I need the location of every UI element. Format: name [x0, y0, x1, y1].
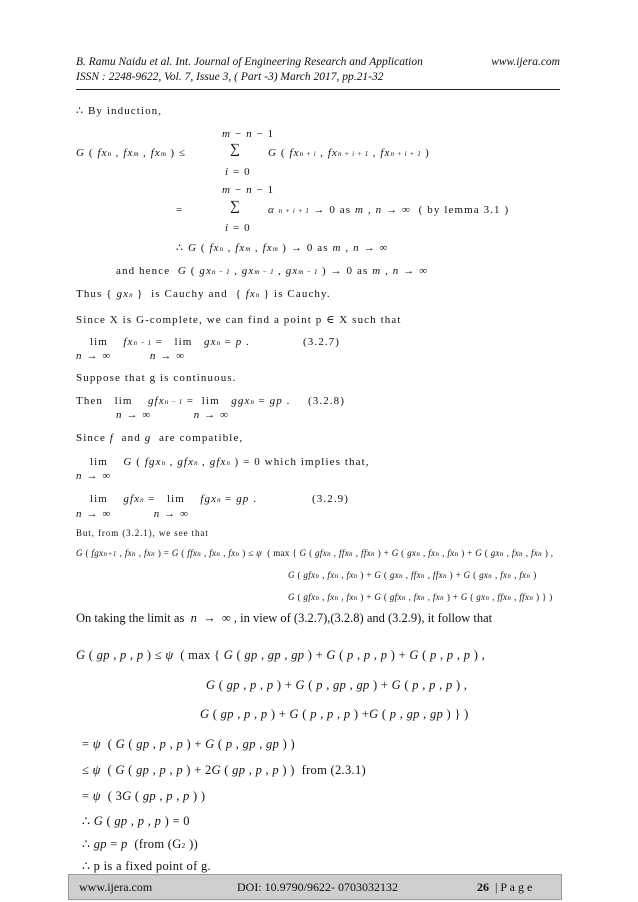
thus-line: Thus { gxn } is Cauchy and { fxn } is Cauchy.	[76, 288, 331, 300]
compatible-limit: lim G ( fgxn , gfxn , gfxn ) = 0 which implies that,	[90, 456, 370, 468]
sum-term-2: α n + i + 1 → 0 as m , n → ∞ ( by lemma 3.1 )	[268, 204, 510, 216]
from-g2-text: (from (G	[134, 837, 182, 851]
limit-inequality-1: G ( gp , p , p ) ≤ ψ ( max { G ( gp , gp , gp ) + G ( p , p , p ) + G ( p , p , p ) ,	[76, 648, 486, 662]
sum-lower-limit-1: i = 0	[225, 166, 251, 178]
limit-subscripts-329: n → ∞ n → ∞	[76, 508, 190, 520]
induction-line: ∴ By induction,	[76, 105, 163, 117]
header-issn: ISSN : 2248-9622, Vol. 7, Issue 3, ( Part -3) March 2017, pp.21-32	[76, 71, 384, 83]
eq-number-329: (3.2.9)	[312, 493, 350, 505]
on-taking-text: On taking the limit as	[76, 611, 185, 625]
since-complete-line: Since X is G-complete, we can find a point p ∈ X such that	[76, 314, 402, 326]
limit-eq-328: Then lim gfxn − 1 = lim ggxn = gp .	[76, 395, 291, 407]
and-hence-line: and hence G ( gxn − 1 , gxm − 1 , gxm − 1 ) → 0 as m , n → ∞	[116, 265, 429, 277]
header-url[interactable]: www.ijera.com	[491, 56, 560, 68]
sum-lower-limit-2: i = 0	[225, 222, 251, 234]
thus-cauchy-text-2: is Cauchy.	[274, 288, 331, 300]
equation-sum-1: G ( fxn , fxm , fxm ) ≤	[76, 147, 187, 159]
thus-text: Thus	[76, 288, 103, 300]
thus-cauchy-text: is Cauchy and	[151, 288, 228, 300]
header-citation: B. Ramu Naidu et al. Int. Journal of Engineering Research and Application	[76, 56, 423, 68]
footer-page-label: | P a g e	[495, 880, 533, 894]
then-text: Then	[76, 395, 104, 407]
since-compatible-line: Since f and g are compatible,	[76, 432, 244, 444]
running-header	[76, 55, 560, 85]
eq-number-328: (3.2.8)	[308, 395, 346, 407]
footer-url[interactable]: www.ijera.com	[79, 880, 153, 894]
sigma-2: ∑	[230, 199, 242, 214]
limit-eq-327: lim fxn − 1 = lim gxn = p .	[90, 336, 251, 348]
suppose-line: Suppose that g is continuous.	[76, 372, 237, 384]
derivation-line-3: = ψ ( 3G ( gp , p , p ) )	[82, 789, 206, 803]
and-hence-text: and hence	[116, 265, 171, 277]
page-footer	[68, 874, 562, 900]
but-from-line: But, from (3.2.1), we see that	[76, 528, 209, 538]
which-implies-text: = 0 which implies that,	[243, 456, 370, 468]
header-divider	[76, 89, 560, 90]
compatible-limit-subscript: n → ∞	[76, 470, 112, 482]
footer-doi: DOI: 10.9790/9622- 0703032132	[237, 880, 398, 894]
footer-page-number: 26	[477, 880, 489, 894]
limit-subscripts-327: n → ∞ n → ∞	[76, 350, 186, 362]
sum-upper-limit-2: m − n − 1	[222, 184, 275, 196]
limit-statement-1: ∴ G ( fxn , fxm , fxm ) → 0 as m , n → ∞	[176, 242, 389, 254]
eq-number-327: (3.2.7)	[303, 336, 341, 348]
limit-inequality-2: G ( gp , p , p ) + G ( p , gp , gp ) + G ( p , p , p ) ,	[206, 678, 468, 692]
inequality-line-1: G ( fgxn+1 , fxn , fxn ) = G ( ffxn , fxn , fxn ) ≤ ψ ( max { G ( gfxn , ffxn , ffxn ) + G ( gxn , fxn , fxn ) + G ( gxn , fxn , fxn ) ,	[76, 548, 554, 558]
limit-eq-329: lim gfxn = lim fgxn = gp .	[90, 493, 258, 505]
inequality-line-2: G ( gfxn , fxn , fxn ) + G ( gxn , ffxn , ffxn ) + G ( gxn , fxn , fxn )	[288, 570, 537, 580]
derivation-line-1: = ψ ( G ( gp , p , p ) + G ( p , gp , gp ) )	[82, 737, 295, 751]
sigma-1: ∑	[230, 142, 242, 157]
from-231-text: from (2.3.1)	[301, 763, 366, 777]
inequality-line-3: G ( gfxn , fxn , fxn ) + G ( gfxn , fxn , fxn ) + G ( gxn , ffxn , ffxn ) } )	[288, 592, 553, 602]
equals-sign: =	[176, 204, 184, 216]
fixed-point-line: ∴ p is a fixed point of g.	[82, 859, 211, 873]
sum-upper-limit-1: m − n − 1	[222, 128, 275, 140]
derivation-line-2: ≤ ψ ( G ( gp , p , p ) + 2G ( gp , p , p ) ) from (2.3.1)	[82, 763, 366, 777]
on-taking-text-2: , in view of (3.2.7),(3.2.8) and (3.2.9), it follow that	[233, 611, 493, 625]
derivation-line-5: ∴ gp = p (from (G2 ))	[82, 837, 199, 851]
limit-inequality-3: G ( gp , p , p ) + G ( p , p , p ) +G ( p , gp , gp ) } )	[200, 707, 469, 721]
sum-term-1: G ( fxn + i , fxn + i + 1 , fxn + i + 1 )	[268, 147, 430, 159]
derivation-line-4: ∴ G ( gp , p , p ) = 0	[82, 814, 190, 828]
on-taking-limit-line: On taking the limit as n → ∞ , in view of (3.2.7),(3.2.8) and (3.2.9), it follow that	[76, 611, 493, 625]
limit-subscripts-328: n → ∞ n → ∞	[116, 409, 230, 421]
